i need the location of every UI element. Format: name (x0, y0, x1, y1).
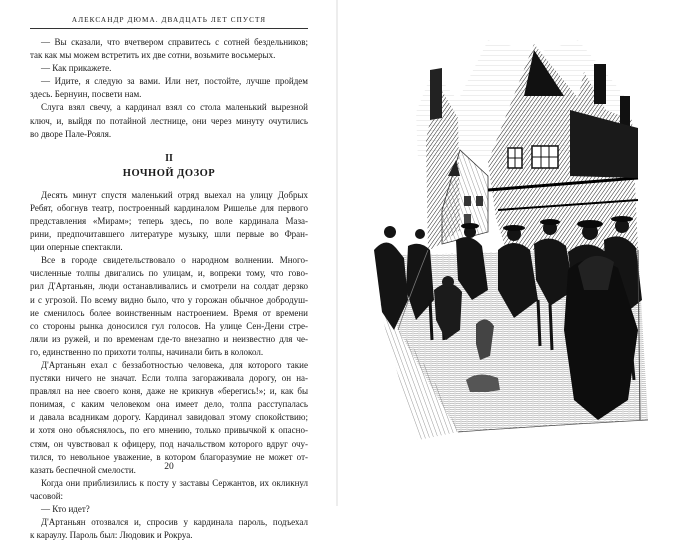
right-page (338, 0, 674, 506)
text-line: стям, он чувствовал к офицеру, под начальством которого вдруг очу- (30, 438, 308, 449)
engraving-illustration (338, 0, 674, 506)
text-line: к караулу. Пароль был: Людовик и Рокруа. (30, 530, 193, 541)
text-line: — Как прикажете. (41, 63, 112, 74)
chapter-number: II (165, 152, 173, 164)
text-line: — Идите, я следую за вами. Или нет, постойте, лучше пройдем (41, 76, 308, 87)
text-line: представления «Мирам»; теперь здесь, по воле кардинала Маза- (30, 215, 308, 226)
text-line: Когда они приблизились к посту у заставы Сержантов, их окликнул (41, 477, 308, 488)
text-line: Д'Артаньян ехал с беззаботностью человека, для которого такие (41, 359, 308, 370)
paragraphs-before-chapter (30, 36, 308, 141)
paragraphs-after-chapter (30, 189, 308, 542)
text-line: Ребят, обогнув театр, построенный кардиналом Ришелье для первого (30, 202, 308, 213)
text-line: Д'Артаньян отозвался и, спросив у кардинала пароль, подъехал (41, 517, 308, 528)
text-line: здесь. Бернуин, посвети нам. (30, 89, 142, 100)
dog (466, 374, 500, 392)
text-line: во дворе Пале-Рояля. (30, 128, 112, 139)
text-line: Десять минут спустя маленький отряд выехал на улицу Добрых (41, 189, 308, 200)
text-line: Слуга взял свечу, а кардинал взял со стола маленький вырезной (41, 102, 308, 113)
text-line: со стороны рынка доносился гул голосов. На улице Сен-Дени стре- (30, 320, 308, 331)
text-line: ие сменилось более воинственным настроением. Время от времени (30, 307, 308, 318)
running-head: АЛЕКСАНДР ДЮМА. ДВАДЦАТЬ ЛЕТ СПУСТЯ (71, 16, 267, 24)
text-line: рил Д'Артаньян, люди останавливались и смотрели на солдат дерзко (30, 281, 308, 292)
text-line: часовой: (30, 490, 64, 501)
page-number: 20 (164, 462, 174, 472)
text-line: — Вы сказали, что вчетвером справитесь с сотней бездельников; (41, 37, 308, 47)
text-line: ции оперные спектакли. (30, 242, 123, 253)
text-line: го, единственно по прихоти толпы, начинали бить в колокол. (30, 346, 264, 357)
text-line: пустяки ничего не значат. Если толпа загораживала дорогу, он на- (30, 373, 308, 384)
chapter-title: НОЧНОЙ ДОЗОР (122, 167, 216, 179)
text-line: понимая, с каким человеком она имеет дело, толпа расступалась (30, 399, 308, 410)
text-line: Все в городе свидетельствовало о народном волнении. Много- (41, 255, 308, 266)
text-line: и хотя оно объяснялось, по его мнению, только привычкой к опасно- (30, 425, 308, 436)
text-line: ляли из ружей, и по временам где-то внезапно и неизвестно для че- (30, 333, 308, 344)
text-line: и с угрозой. По всему видно было, что у горожан обычное добродуш- (30, 294, 308, 305)
text-line: казать беспечной смелости. (30, 464, 136, 475)
text-line: так как мы можем встретить их две сотни, возьмите восьмерых. (30, 50, 276, 61)
text-line: ключ, и, выйдя по потайной лестнице, они через минуту очутились (30, 115, 308, 126)
lit-windows (508, 146, 558, 168)
left-page (0, 0, 336, 541)
section-gap (30, 141, 308, 152)
text-line: и давала всадникам дорогу. Кардинал завидовал этому спокойствию; (30, 412, 308, 423)
text-line: тился, то невольное уважение, в котором благоразумие не может от- (30, 451, 308, 462)
text-line: рини, предпочитавшего литературе музыку, шли первые во Фран- (30, 229, 308, 240)
running-head-rule (30, 28, 308, 29)
chimney (594, 64, 606, 104)
text-line: численные толпы двигались по улицам, и, вопреки тому, что гово- (30, 268, 308, 279)
text-line: — Кто идет? (41, 504, 90, 514)
text-line: правлял на нее своего коня, даже не крикнув «берегись!»; и, как бы (30, 386, 308, 397)
